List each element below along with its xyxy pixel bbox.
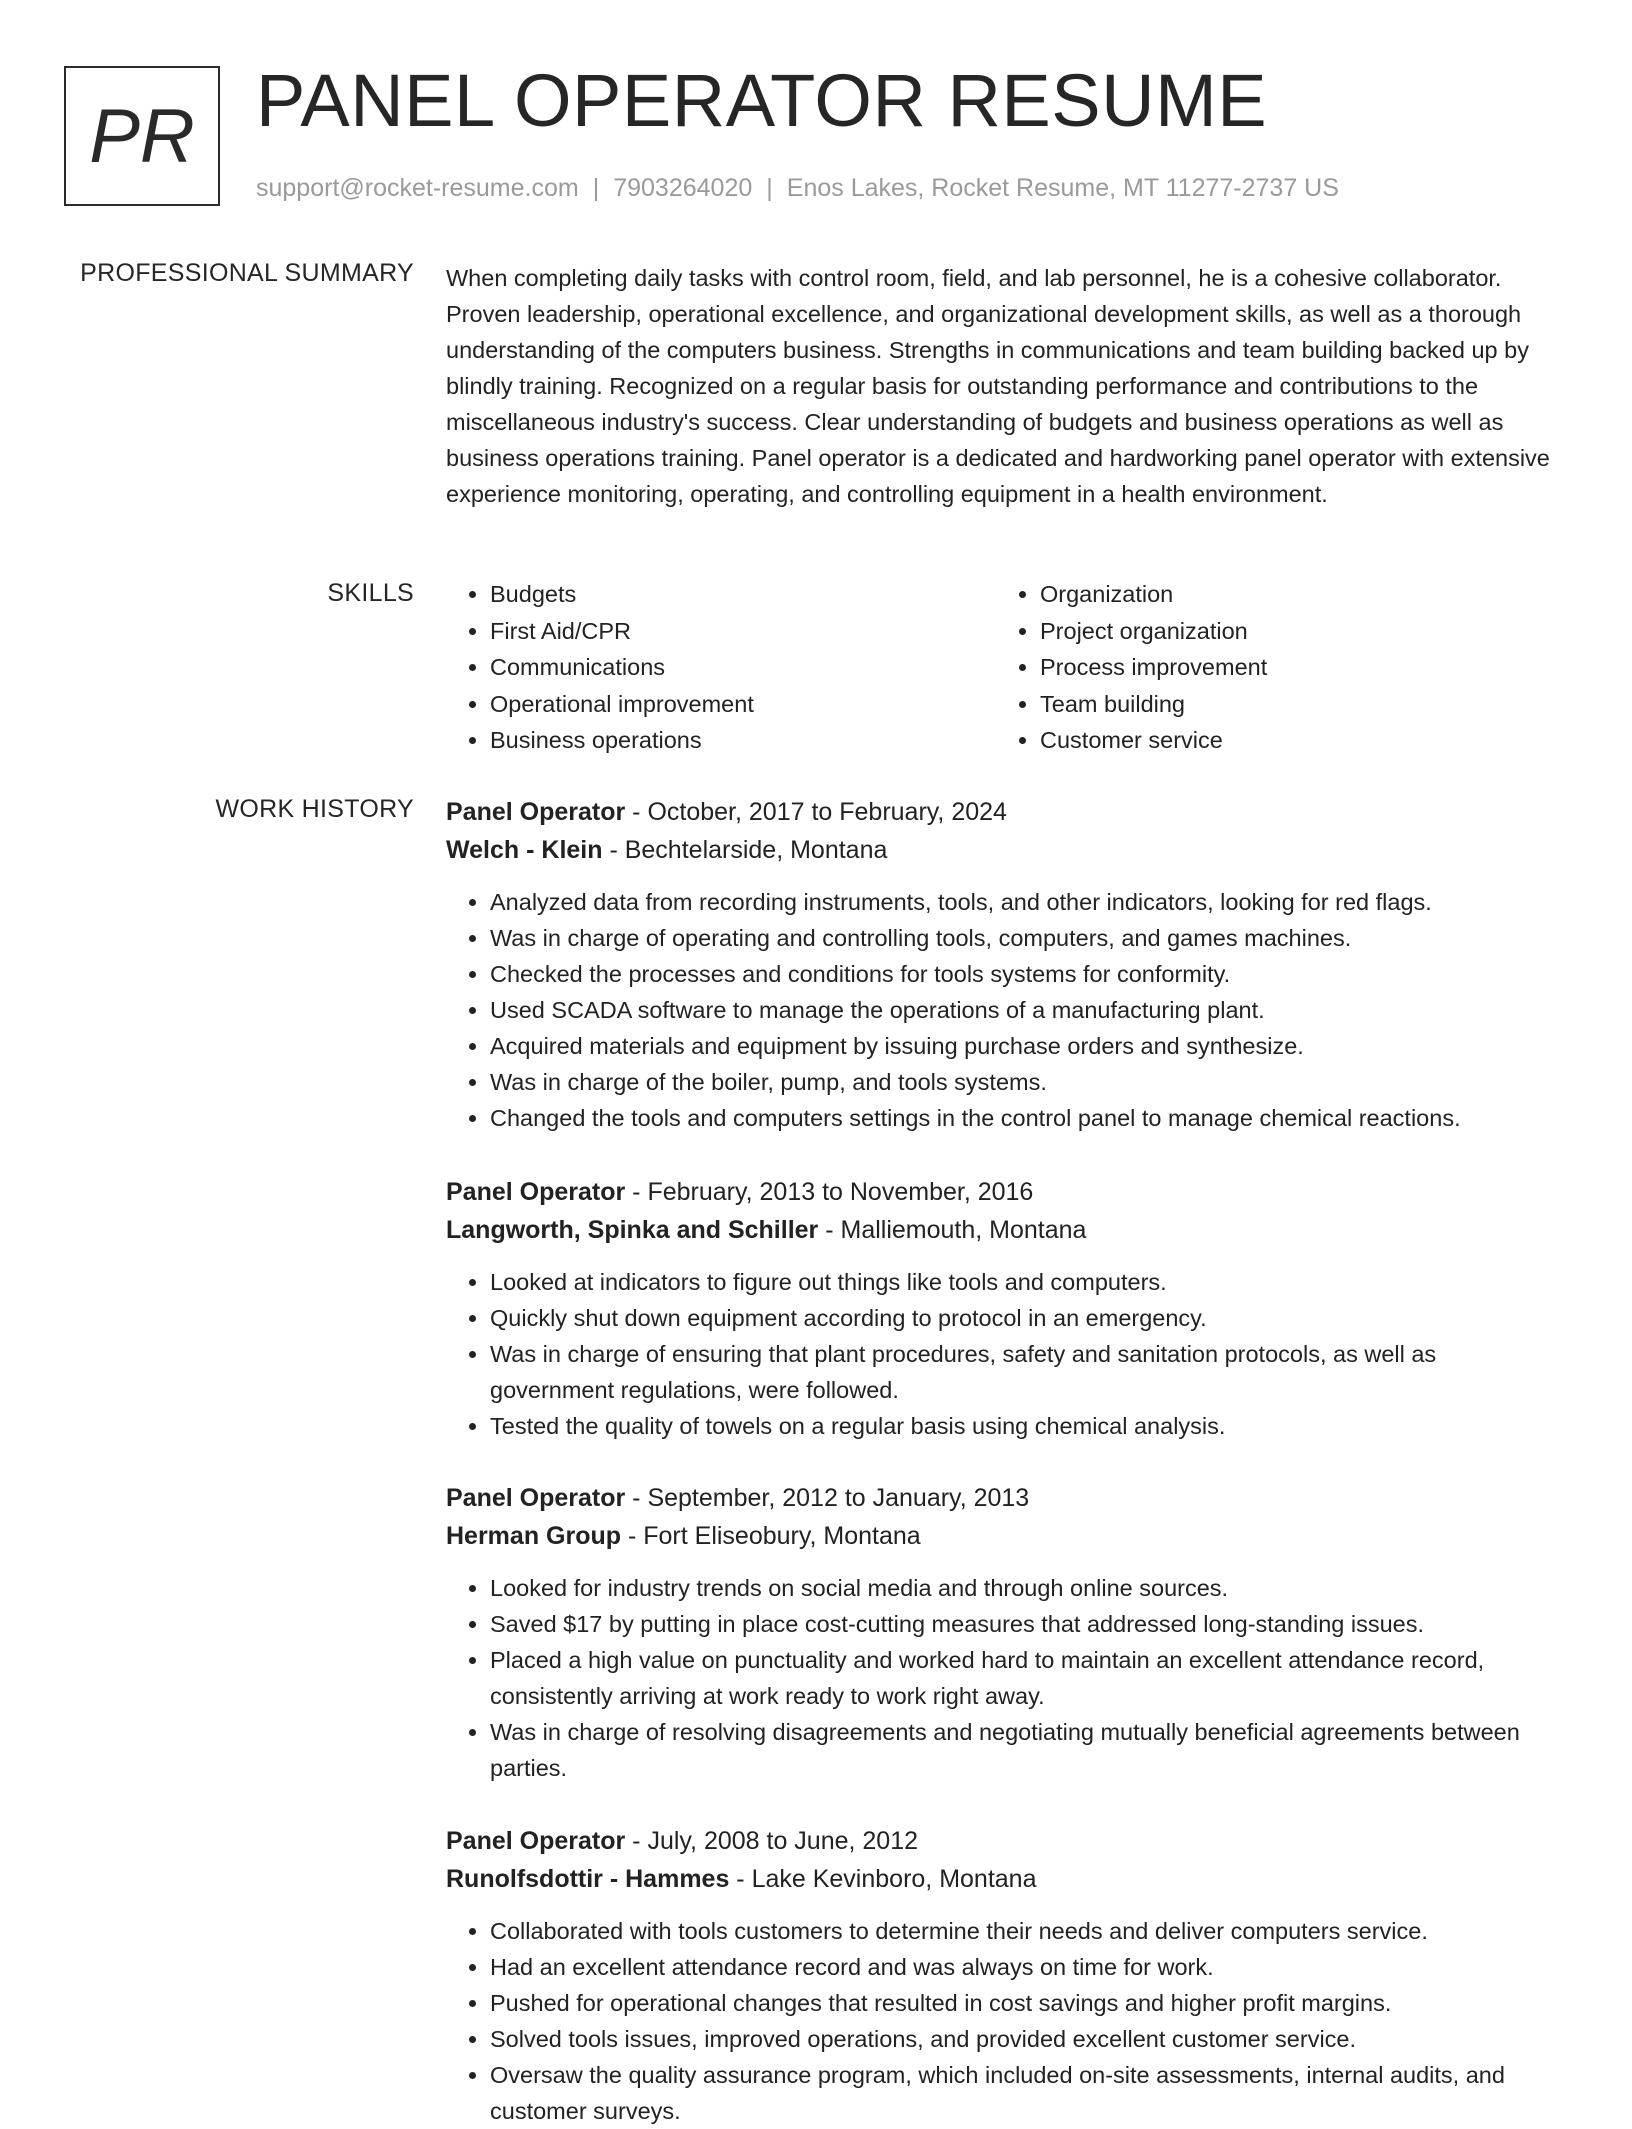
job-bullet: • Was in charge of operating and controlling tools, computers, and games machines. [490,920,1566,956]
job-bullet: • Was in charge of resolving disagreements and negotiating mutually beneficial agreements between parties. [490,1714,1566,1786]
job-bullets [446,1264,1566,1444]
job-bullets [446,884,1566,1136]
job-company: Welch - Klein [446,836,603,864]
job-company: Herman Group [446,1522,622,1550]
skill-item: • Organization [1040,576,1546,613]
job-company-line [446,1860,1566,1898]
job-location: - Bechtelarside, Montana [602,836,888,864]
job-bullet: • Used SCADA software to manage the operations of a manufacturing plant. [490,992,1566,1028]
job-company: Runolfsdottir - Hammes [446,1865,730,1893]
job-entry [446,1479,1566,1786]
skill-item: • First Aid/CPR [490,613,996,650]
job-bullet: • Acquired materials and equipment by issuing purchase orders and synthesize. [490,1028,1566,1064]
job-title: Panel Operator [446,1827,626,1855]
contact-separator: | [592,174,600,202]
job-bullets [446,1913,1566,2129]
job-company-line [446,831,1566,869]
job-bullet: • Collaborated with tools customers to determine their needs and deliver computers service. [490,1913,1566,1949]
job-bullet: • Was in charge of the boiler, pump, and tools systems. [490,1064,1566,1100]
job-location: - Fort Eliseobury, Montana [621,1522,921,1550]
job-role-line [446,793,1566,831]
contact-line [256,174,1339,203]
job-bullet: • Analyzed data from recording instruments, tools, and other indicators, looking for red flags. [490,884,1566,920]
job-title: Panel Operator [446,798,626,826]
job-company-line [446,1211,1566,1249]
contact-phone: 7903264020 [613,174,753,202]
skills-column-left [446,576,996,759]
skills-list [446,576,1566,759]
skill-item: • Customer service [1040,722,1546,759]
skill-item: • Communications [490,649,996,686]
job-bullet: • Quickly shut down equipment according to protocol in an emergency. [490,1300,1566,1336]
job-bullet: • Looked for industry trends on social media and through online sources. [490,1570,1566,1606]
summary-text: When completing daily tasks with control room, field, and lab personnel, he is a cohesive collaborator. Proven leadership, operational excellence, and organizational development skills, as well as a thorough understanding of the computers business. Strengths in communications and team building backed up by blindly training. Recognized on a regular basis for outstanding performance and contributions to the miscellaneous industry's success. Clear understanding of budgets and business operations as well as business operations training. Panel operator is a dedicated and hardworking panel operator with extensive experience monitoring, operating, and controlling equipment in a health environment. [446,265,1550,507]
monogram-logo: PR [64,66,220,206]
contact-address: Enos Lakes, Rocket Resume, MT 11277-2737 US [786,174,1339,202]
job-bullet: • Solved tools issues, improved operations, and provided excellent customer service. [490,2021,1566,2057]
job-role-line [446,1173,1566,1211]
summary-heading: PROFESSIONAL SUMMARY [80,259,414,287]
job-role-line [446,1822,1566,1860]
contact-email: support@rocket-resume.com [256,174,579,202]
job-bullet: • Checked the processes and conditions for tools systems for conformity. [490,956,1566,992]
job-title: Panel Operator [446,1484,626,1512]
job-bullet: • Tested the quality of towels on a regular basis using chemical analysis. [490,1408,1566,1444]
job-bullet: • Looked at indicators to figure out things like tools and computers. [490,1264,1566,1300]
job-bullet: • Saved $17 by putting in place cost-cutting measures that addressed long-standing issues. [490,1606,1566,1642]
job-location: - Lake Kevinboro, Montana [729,1865,1037,1893]
job-bullet: • Pushed for operational changes that resulted in cost savings and higher profit margins. [490,1985,1566,2021]
skill-item: • Process improvement [1040,649,1546,686]
job-bullet: • Placed a high value on punctuality and worked hard to maintain an excellent attendance record, consistently arriving at work ready to work right away. [490,1642,1566,1714]
job-bullet: • Was in charge of ensuring that plant procedures, safety and sanitation protocols, as well as government regulations, were followed. [490,1336,1566,1408]
job-role-line [446,1479,1566,1517]
work-history-heading: WORK HISTORY [215,795,414,823]
skill-item: • Business operations [490,722,996,759]
job-entry [446,1173,1566,1444]
job-dates: - September, 2012 to January, 2013 [625,1484,1030,1512]
job-bullet: • Changed the tools and computers settings in the control panel to manage chemical reactions. [490,1100,1566,1136]
job-bullets [446,1570,1566,1786]
skill-item: • Team building [1040,686,1546,723]
job-bullet: • Had an excellent attendance record and was always on time for work. [490,1949,1566,1985]
skill-item: • Budgets [490,576,996,613]
skills-heading: SKILLS [327,579,414,607]
skill-item: • Operational improvement [490,686,996,723]
contact-separator: | [766,174,773,202]
skill-item: • Project organization [1040,613,1546,650]
page-title: PANEL OPERATOR RESUME [256,59,1268,142]
job-entry [446,1822,1566,2129]
job-bullet: • Oversaw the quality assurance program, which included on-site assessments, internal audits, and customer surveys. [490,2057,1566,2129]
skills-column-right [996,576,1546,759]
job-dates: - July, 2008 to June, 2012 [625,1827,919,1855]
job-location: - Malliemouth, Montana [818,1216,1087,1244]
job-dates: - October, 2017 to February, 2024 [625,798,1007,826]
job-dates: - February, 2013 to November, 2016 [625,1178,1034,1206]
job-company: Langworth, Spinka and Schiller [446,1216,819,1244]
job-entry [446,793,1566,1136]
job-title: Panel Operator [446,1178,626,1206]
job-company-line [446,1517,1566,1555]
